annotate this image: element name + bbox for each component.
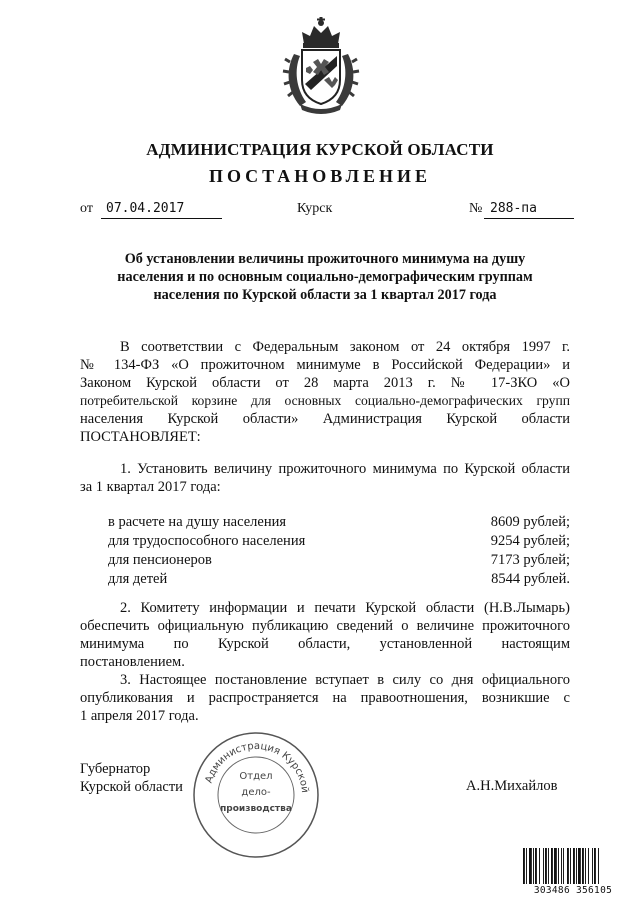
barcode-bar — [543, 848, 544, 884]
rate-label: для пенсионеров — [108, 552, 212, 568]
barcode-bar — [594, 848, 596, 884]
barcode-bar — [585, 848, 586, 884]
subject-line: населения и по основным социально-демографическим группам — [117, 269, 533, 285]
barcode-bar — [535, 848, 537, 884]
barcode-bar — [578, 848, 581, 884]
item-2-line: обеспечить официальную публикацию сведений о величине прожиточного — [80, 618, 570, 634]
preamble-paragraph — [80, 338, 570, 446]
item-1-paragraph — [80, 460, 570, 496]
barcode-bar — [592, 848, 593, 884]
preamble-line: населения Курской области» Администрация Курской области — [80, 411, 570, 427]
barcode-bar — [551, 848, 553, 884]
barcode-bar — [554, 848, 557, 884]
rate-row — [108, 551, 570, 570]
barcode-bar — [563, 848, 564, 884]
item-3-line: 1 апреля 2017 года. — [80, 708, 199, 724]
stamp-ring-text: Администрация Курской — [203, 740, 311, 794]
item-1-line: 1. Установить величину прожиточного минимума по Курской области — [120, 461, 570, 477]
document-date: 07.04.2017 — [101, 201, 222, 219]
stamp-line: Отдел — [239, 771, 273, 782]
rate-row — [108, 513, 570, 532]
item-2-line: 2. Комитету информации и печати Курской области (Н.В.Лымарь) — [120, 600, 570, 616]
barcode-bar — [588, 848, 589, 884]
document-type: ПОСТАНОВЛЕНИЕ — [208, 166, 432, 186]
preamble-line: ПОСТАНОВЛЯЕТ: — [80, 429, 201, 445]
barcode-bar — [570, 848, 571, 884]
barcode-bar — [561, 848, 562, 884]
office-stamp — [188, 727, 324, 863]
rate-row — [108, 570, 570, 589]
rate-value: 9254 рублей; — [490, 533, 570, 549]
barcode-bar — [598, 848, 599, 884]
barcode-bar — [526, 848, 527, 884]
rate-value: 7173 рублей; — [490, 552, 570, 568]
signer-position-line: Курской области — [80, 779, 183, 795]
barcode-bar — [576, 848, 577, 884]
signer-position-line: Губернатор — [80, 761, 151, 777]
rate-value: 8609 рублей; — [490, 514, 570, 530]
coat-of-arms-icon — [280, 14, 362, 114]
date-label: от — [80, 201, 93, 216]
preamble-line: Законом Курской области от 28 марта 2013 г. № 17-ЗКО «О — [80, 375, 570, 391]
subject-line: населения по Курской области за 1 квартал 2017 года — [153, 287, 497, 303]
rate-label: в расчете на душу населения — [108, 514, 287, 530]
org-title: АДМИНИСТРАЦИЯ КУРСКОЙ ОБЛАСТИ — [146, 140, 494, 159]
city: Курск — [297, 201, 333, 216]
item-1-line: за 1 квартал 2017 года: — [80, 479, 221, 495]
barcode-bar — [523, 848, 525, 884]
barcode-bar — [533, 848, 534, 884]
preamble-line: В соответствии с Федеральным законом от 24 октября 1997 г. — [120, 339, 570, 355]
number-label: № — [469, 201, 483, 216]
barcode — [522, 848, 624, 898]
rate-row — [108, 532, 570, 551]
signer-name: А.Н.Михайлов — [466, 778, 558, 794]
barcode-bar — [567, 848, 569, 884]
stamp-line: производства — [220, 804, 292, 814]
rate-label: для детей — [108, 571, 168, 587]
barcode-bars-icon — [522, 848, 624, 884]
barcode-bar — [545, 848, 547, 884]
stamp-line: дело- — [241, 787, 271, 798]
barcode-bar — [582, 848, 584, 884]
preamble-line: потребительской корзине для основных социально-демографических групп — [80, 393, 570, 408]
document-number: 288-па — [484, 201, 574, 219]
subsistence-rates-list — [108, 513, 570, 589]
item-2-line: постановлением. — [80, 654, 185, 670]
barcode-bar — [548, 848, 549, 884]
signer-position — [80, 760, 183, 796]
item-3-line: 3. Настоящее постановление вступает в силу со дня официального — [120, 672, 570, 688]
item-2-line: минимума по Курской области, установленной настоящим — [80, 636, 570, 652]
rate-value: 8544 рублей. — [491, 571, 570, 587]
document-meta-row — [80, 201, 570, 221]
barcode-bar — [529, 848, 532, 884]
barcode-bar — [558, 848, 559, 884]
barcode-bar — [539, 848, 540, 884]
preamble-line: № 134-ФЗ «О прожиточном минимуме в Российской Федерации» и — [80, 357, 570, 373]
subject-line: Об установлении величины прожиточного минимума на душу — [124, 251, 526, 267]
barcode-number: 303486 356105 — [533, 885, 613, 896]
barcode-bar — [573, 848, 575, 884]
item-2-paragraph — [80, 599, 570, 671]
item-3-paragraph — [80, 671, 570, 725]
rate-label: для трудоспособного населения — [108, 533, 306, 549]
item-3-line: опубликования и распространяется на правоотношения, возникшие с — [80, 690, 570, 706]
document-subject — [80, 250, 570, 304]
